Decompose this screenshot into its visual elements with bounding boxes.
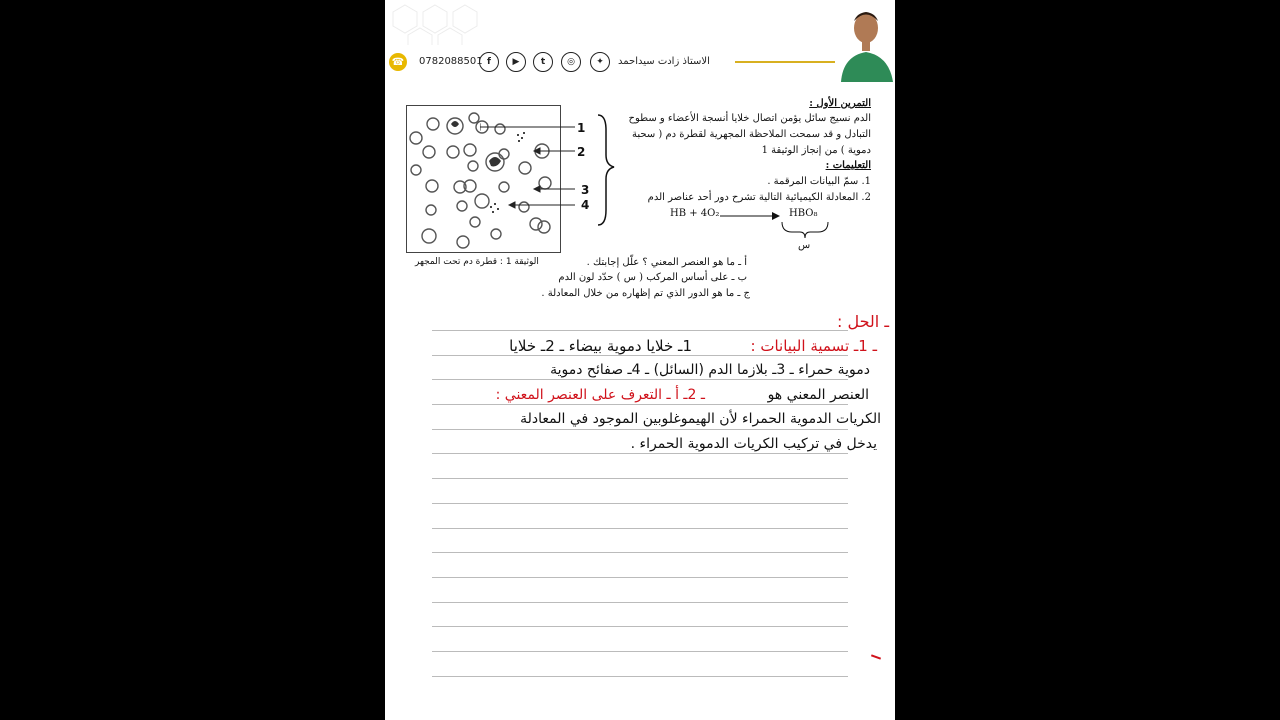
solution-line-1-red: ـ 1ـ تسمية البيانات : — [750, 337, 877, 355]
twitter-icon[interactable]: ✦ — [590, 52, 610, 72]
solution-title: ـ الحل : — [836, 312, 889, 331]
phone-number: 0782088501 — [419, 56, 483, 67]
instagram-icon[interactable]: ◎ — [561, 52, 581, 72]
teacher-avatar — [837, 4, 895, 82]
facebook-icon[interactable]: f — [479, 52, 499, 72]
figure-label-4: 4 — [581, 198, 590, 212]
reaction-arrow — [720, 210, 780, 222]
figure-pointers — [480, 110, 630, 230]
question-b: ب ـ على أساس المركب ( س ) حدّد لون الدم — [558, 272, 747, 283]
figure-label-1: 1 — [577, 121, 586, 135]
solution-line-3-red: ـ 2ـ أ ـ التعرف على العنصر المعني : — [495, 387, 705, 403]
equation-right: HBO₈ — [789, 208, 818, 219]
equation-brace — [780, 220, 830, 240]
solution-line-1-black: 1ـ خلايا دموية بيضاء ـ 2ـ خلايا — [509, 337, 692, 355]
intro-line-3: دموية ) من إنجاز الوثيقة 1 — [761, 145, 871, 156]
instructions-title: التعليمات : — [825, 160, 871, 171]
phone-icon: ☎ — [389, 53, 407, 71]
equation-left: HB + 4O₂ — [670, 208, 720, 219]
instruction-item-1: 1. سمّ البيانات المرقمة . — [767, 176, 871, 187]
exercise-title: التمرين الأول : — [809, 98, 871, 109]
tumblr-icon[interactable]: t — [533, 52, 553, 72]
solution-line-3-black: العنصر المعني هو — [767, 387, 869, 403]
figure-caption: الوثيقة 1 : قطرة دم تحت المجهر — [415, 257, 539, 267]
solution-line-5: يدخل في تركيب الكريات الدموية الحمراء . — [630, 436, 877, 452]
youtube-icon[interactable]: ▶ — [506, 52, 526, 72]
question-a: أ ـ ما هو العنصر المعني ؟ علّل إجابتك . — [586, 257, 747, 268]
intro-line-2: التبادل و قد سمحت الملاحظة المجهرية لقطرة دم ( سحبة — [631, 129, 871, 140]
solution-line-2: دموية حمراء ـ 3ـ بلازما الدم (السائل) ـ 4ـ صفائح دموية — [550, 362, 870, 378]
teacher-name: الاستاذ زادت سيداحمد — [618, 56, 710, 67]
pen-mark — [871, 654, 881, 659]
figure-label-2: 2 — [577, 145, 586, 159]
ruled-lines — [432, 330, 848, 700]
header — [385, 0, 895, 90]
solution-line-4: الكريات الدموية الحمراء لأن الهيموغلوبين الموجود في المعادلة — [520, 411, 881, 427]
intro-line-1: الدم نسيج سائل يؤمن اتصال خلايا أنسجة الأعضاء و سطوح — [628, 113, 871, 124]
instruction-item-2: 2. المعادلة الكيميائية التالية تشرح دور أحد عناصر الدم — [647, 192, 871, 203]
equation-under-label: س — [798, 240, 811, 251]
worksheet-page — [385, 0, 895, 720]
figure-label-3: 3 — [581, 183, 590, 197]
question-c: ج ـ ما هو الدور الذي تم إظهاره من خلال المعادلة . — [541, 288, 750, 299]
header-divider — [735, 61, 835, 63]
